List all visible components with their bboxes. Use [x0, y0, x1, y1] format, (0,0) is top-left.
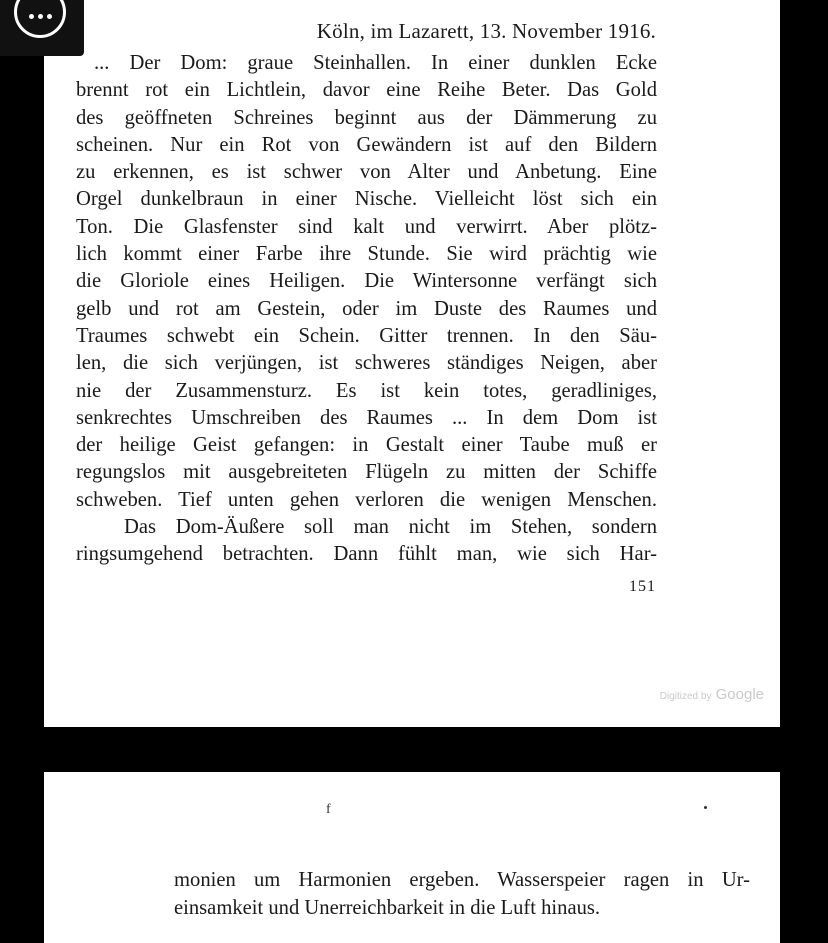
text-line: Traumes schwebt ein Schein. Gitter trennen. In den Säu-: [76, 324, 657, 347]
text-line: einsamkeit und Unerreichbarkeit in die Luft hinaus.: [174, 897, 601, 919]
page-number: 151: [629, 578, 656, 595]
text-line: brennt rot ein Lichtlein, davor eine Reihe Beter. Das Gold: [76, 79, 657, 102]
text-line: lich kommt einer Farbe ihre Stunde. Sie wird prächtig wie: [76, 243, 657, 266]
text-line: Orgel dunkelbraun in einer Nische. Vielleicht löst sich ein: [76, 188, 657, 211]
text-line: len, die sich verjüngen, ist schweres ständiges Neigen, aber: [76, 352, 657, 375]
text-line: Das Dom-Äußere soll man nicht im Stehen, sondern: [124, 516, 657, 539]
watermark-prefix: Digitized by: [659, 691, 712, 702]
text-line: des geöffneten Schreines beginnt aus der Dämmerung zu: [76, 106, 657, 129]
text-line: senkrechtes Umschreiben des Raumes ... In dem Dom ist: [76, 406, 657, 429]
text-line: scheinen. Nur ein Rot von Gewändern ist auf den Bildern: [76, 133, 657, 156]
print-mark: f: [326, 802, 331, 817]
page-body-text: [174, 866, 750, 922]
text-line: monien um Harmonien ergeben. Wasserspeier ragen in Ur-: [174, 869, 750, 891]
watermark-brand: Google: [715, 686, 764, 703]
text-line: nie der Zusammensturz. Es ist kein totes, geradliniges,: [76, 379, 657, 402]
text-line: ... Der Dom: graue Steinhallen. In einer dunklen Ecke: [94, 52, 657, 74]
page-body-text: [76, 50, 657, 569]
page-heading: Köln, im Lazarett, 13. November 1916.: [316, 19, 656, 43]
more-options-icon: [14, 0, 66, 38]
book-page-next: [44, 772, 780, 943]
text-line: zu erkennen, es ist schwer von Alter und Anbetung. Eine: [76, 161, 657, 184]
text-line: regungslos mit ausgebreiteten Flügeln zu mitten der Schiffe: [76, 461, 657, 484]
text-line: Ton. Die Glasfenster sind kalt und verwirrt. Aber plötz-: [76, 215, 657, 238]
text-line: die Gloriole eines Heiligen. Die Wintersonne verfängt sich: [76, 270, 657, 293]
text-line: der heilige Geist gefangen: in Gestalt einer Taube muß er: [76, 434, 657, 457]
text-line: gelb und rot am Gestein, oder im Duste des Raumes und: [76, 297, 657, 320]
book-page-151: [44, 0, 780, 727]
print-speck: [704, 806, 707, 809]
text-line: ringsumgehend betrachten. Dann fühlt man, wie sich Har-: [76, 543, 657, 566]
text-line: schweben. Tief unten gehen verloren die wenigen Menschen.: [76, 488, 657, 511]
more-options-button[interactable]: [0, 0, 84, 56]
google-watermark: [660, 686, 764, 703]
